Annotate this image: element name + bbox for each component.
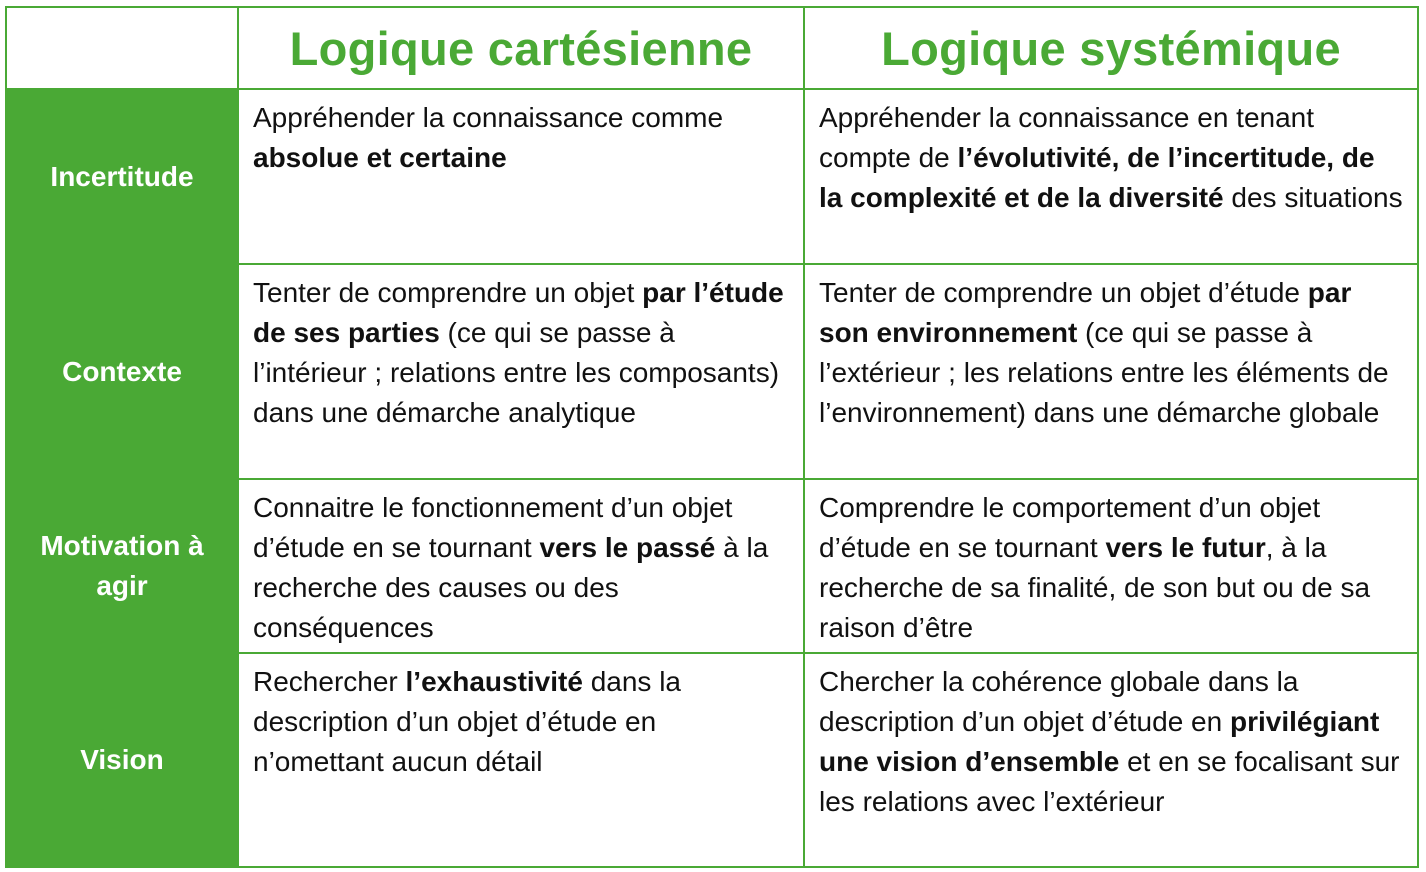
comparison-table [5,6,1419,868]
text-segment: dans la description d’un objet d’étude en n’omettant aucun détail [253,666,681,777]
cartesian-cell [238,89,804,264]
systemic-cell [804,264,1418,479]
text-segment: Tenter de comprendre un objet [253,277,643,308]
bold-text-segment: par l’étude de ses parties [253,277,784,348]
bold-text-segment: vers le futur [1105,532,1266,563]
text-segment: (ce qui se passe à l’extérieur ; les relations entre les éléments de l’environnement) dans une démarche globale [819,317,1389,428]
cartesian-cell [238,264,804,479]
text-segment: Chercher la cohérence globale dans la description d’un objet d’étude en [819,666,1299,737]
systemic-cell [804,479,1418,653]
text-segment: Comprendre le comportement d’un objet d’étude en se tournant [819,492,1321,563]
bold-text-segment: privilégiant une vision d’ensemble [819,706,1380,777]
text-segment: Connaitre le fonctionnement d’un objet d’étude en se tournant [253,492,733,563]
bold-text-segment: vers le passé [539,532,716,563]
cartesian-cell [238,653,804,867]
text-segment: , à la recherche de sa finalité, de son but ou de sa raison d’être [819,532,1371,643]
bold-text-segment: l’exhaustivité [405,666,583,697]
table-row [6,89,1418,264]
systemic-cell [804,89,1418,264]
header-systemic: Logique systémique [804,7,1418,89]
row-label: Contexte [6,264,238,479]
header-empty-cell [6,7,238,89]
header-row [6,7,1418,89]
row-label: Incertitude [6,89,238,264]
text-segment: à la recherche des causes ou des conséquences [253,532,769,643]
bold-text-segment: par son environnement [819,277,1352,348]
text-segment: Rechercher [253,666,406,697]
table-row [6,264,1418,479]
text-segment: Tenter de comprendre un objet d’étude [819,277,1308,308]
table-row [6,479,1418,653]
row-label: Vision [6,653,238,867]
systemic-cell [804,653,1418,867]
table-row [6,653,1418,867]
text-segment: des situations [1223,182,1403,213]
bold-text-segment: l’évolutivité, de l’incertitude, de la complexité et de la diversité [819,142,1375,213]
row-label: Motivation à agir [6,479,238,653]
header-cartesian: Logique cartésienne [238,7,804,89]
cartesian-cell [238,479,804,653]
text-segment: et en se focalisant sur les relations avec l’extérieur [819,746,1400,817]
text-segment: (ce qui se passe à l’intérieur ; relations entre les composants) dans une démarche analytique [253,317,780,428]
text-segment: Appréhender la connaissance en tenant compte de [819,102,1315,173]
text-segment: Appréhender la connaissance comme [253,102,724,133]
bold-text-segment: absolue et certaine [253,142,507,173]
